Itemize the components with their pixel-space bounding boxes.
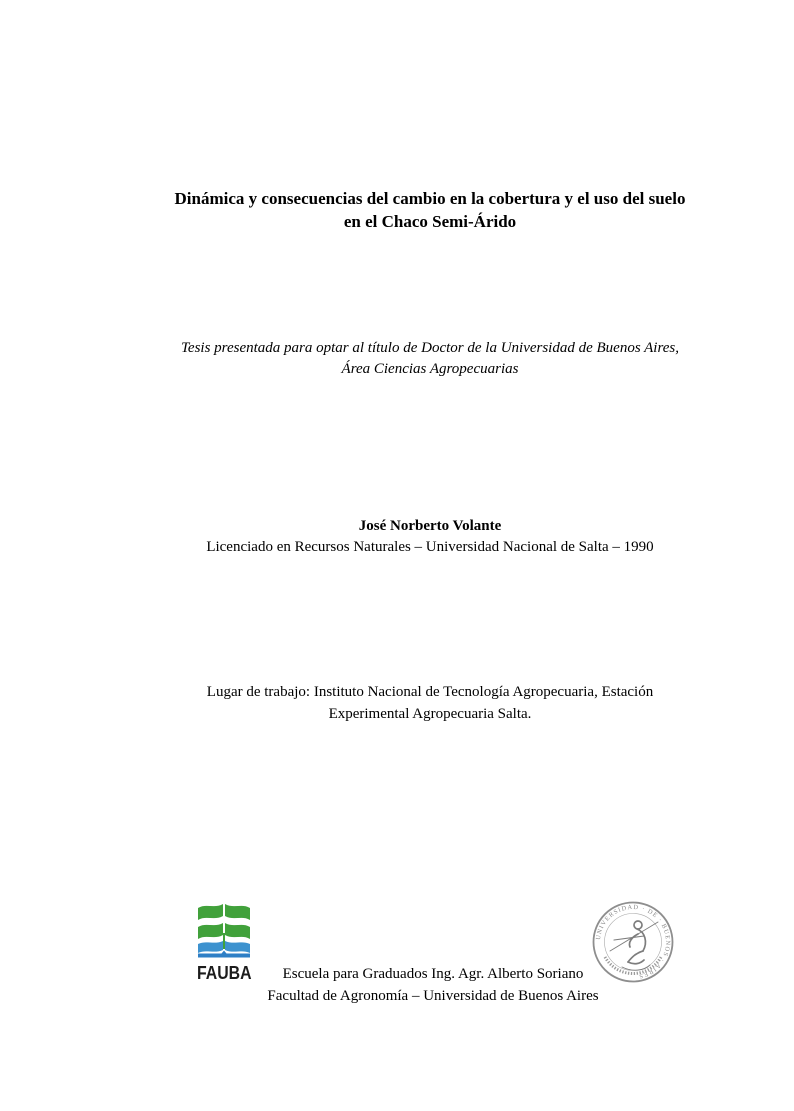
fauba-wordmark: FAUBA	[197, 963, 252, 983]
svg-text:UNIVERSIDAD · DE · BUENOS · AI	[595, 904, 671, 980]
page-title	[66, 187, 794, 233]
fauba-logo	[197, 902, 252, 983]
school-block	[238, 964, 628, 1007]
workplace-line-1: Lugar de trabajo: Instituto Nacional de Tecnología Agropecuaria, Estación	[206, 684, 654, 700]
uba-seal-icon	[592, 901, 674, 983]
title-line-1: Dinámica y consecuencias del cambio en la cobertura y el uso del suelo	[174, 189, 686, 208]
thesis-statement	[66, 338, 794, 380]
seal-rim-text: UNIVERSIDAD · DE · BUENOS · AIRES	[594, 903, 672, 980]
graduate-school-name: Escuela para Graduados Ing. Agr. Alberto Soriano	[282, 966, 584, 982]
seal-figure	[610, 921, 658, 970]
faculty-name: Facultad de Agronomía – Universidad de Buenos Aires	[267, 987, 599, 1004]
workplace-block	[66, 682, 794, 725]
author-block	[66, 516, 794, 558]
author-name: José Norberto Volante	[358, 518, 502, 534]
author-credentials: Licenciado en Recursos Naturales – Universidad Nacional de Salta – 1990	[206, 539, 654, 555]
fauba-book-icon	[197, 902, 251, 958]
thesis-line-1: Tesis presentada para optar al título de Doctor de la Universidad de Buenos Aires,	[180, 340, 680, 356]
thesis-line-2: Área Ciencias Agropecuarias	[341, 361, 519, 377]
workplace-line-2: Experimental Agropecuaria Salta.	[328, 705, 532, 722]
title-line-2: en el Chaco Semi-Árido	[343, 212, 517, 231]
